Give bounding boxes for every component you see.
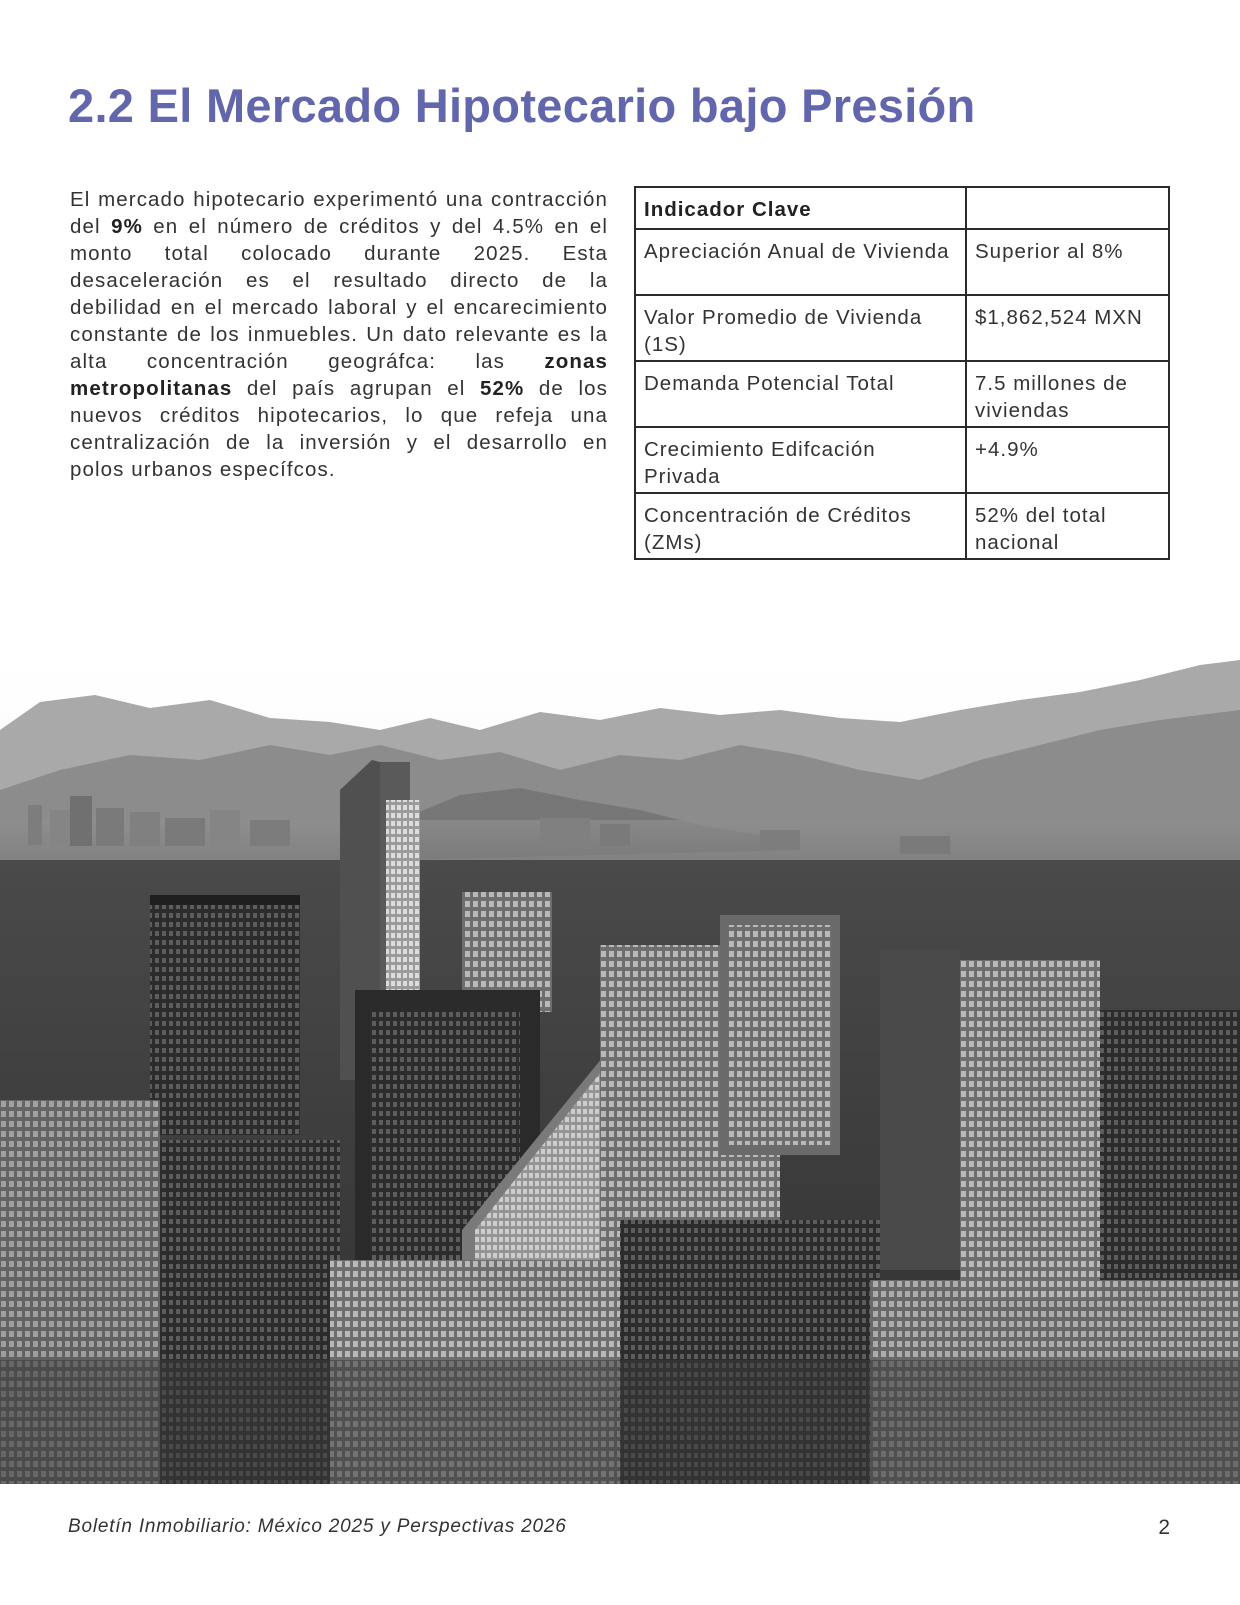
table-row	[635, 427, 1169, 493]
table-header-row	[635, 187, 1169, 229]
city-skyline-photo	[0, 660, 1240, 1484]
indicator-cell: Valor Promedio de Vivienda (1S)	[635, 295, 966, 361]
emphasis-contraction: 9%	[111, 215, 143, 238]
value-cell: Superior al 8%	[966, 229, 1169, 295]
page-number: 2	[1158, 1516, 1170, 1539]
indicator-cell: Crecimiento Edifcación Privada	[635, 427, 966, 493]
indicator-cell: Apreciación Anual de Vivienda	[635, 229, 966, 295]
table-header-cell: Indicador Clave	[635, 187, 966, 229]
emphasis-metro-zones: zonas metropolitanas	[70, 350, 608, 400]
paragraph-text: en el número de créditos y del 4.5% en el monto total colocado durante 2025. Esta desaceleración es el resultado directo de la debilidad en el mercado laboral y el encarecimiento constante de los inmuebles. Un dato relevante es la alta concentración geográfca: las	[70, 215, 609, 373]
value-cell: $1,862,524 MXN	[966, 295, 1169, 361]
indicator-cell: Demanda Potencial Total	[635, 361, 966, 427]
table-row	[635, 295, 1169, 361]
value-cell: 52% del total nacional	[966, 493, 1169, 559]
body-paragraph	[70, 186, 608, 483]
paragraph-text: El mercado hipotecario experimentó una contracción del	[70, 188, 608, 238]
table-row	[635, 361, 1169, 427]
value-cell: +4.9%	[966, 427, 1169, 493]
paragraph-text: del país agrupan el	[232, 377, 481, 400]
table-header-cell	[966, 187, 1169, 229]
value-cell: 7.5 millones de viviendas	[966, 361, 1169, 427]
footer-publication-title: Boletín Inmobiliario: México 2025 y Perspectivas 2026	[68, 1516, 567, 1537]
key-indicators-table	[634, 186, 1170, 560]
indicator-cell: Concentración de Créditos (ZMs)	[635, 493, 966, 559]
paragraph-text: de los nuevos créditos hipotecarios, lo que refeja una centralización de la inversión y el desarrollo en polos urbanos específcos.	[70, 377, 608, 481]
emphasis-share: 52%	[480, 377, 525, 400]
table-row	[635, 493, 1169, 559]
table-row	[635, 229, 1169, 295]
page-title: 2.2 El Mercado Hipotecario bajo Presión	[68, 79, 976, 132]
